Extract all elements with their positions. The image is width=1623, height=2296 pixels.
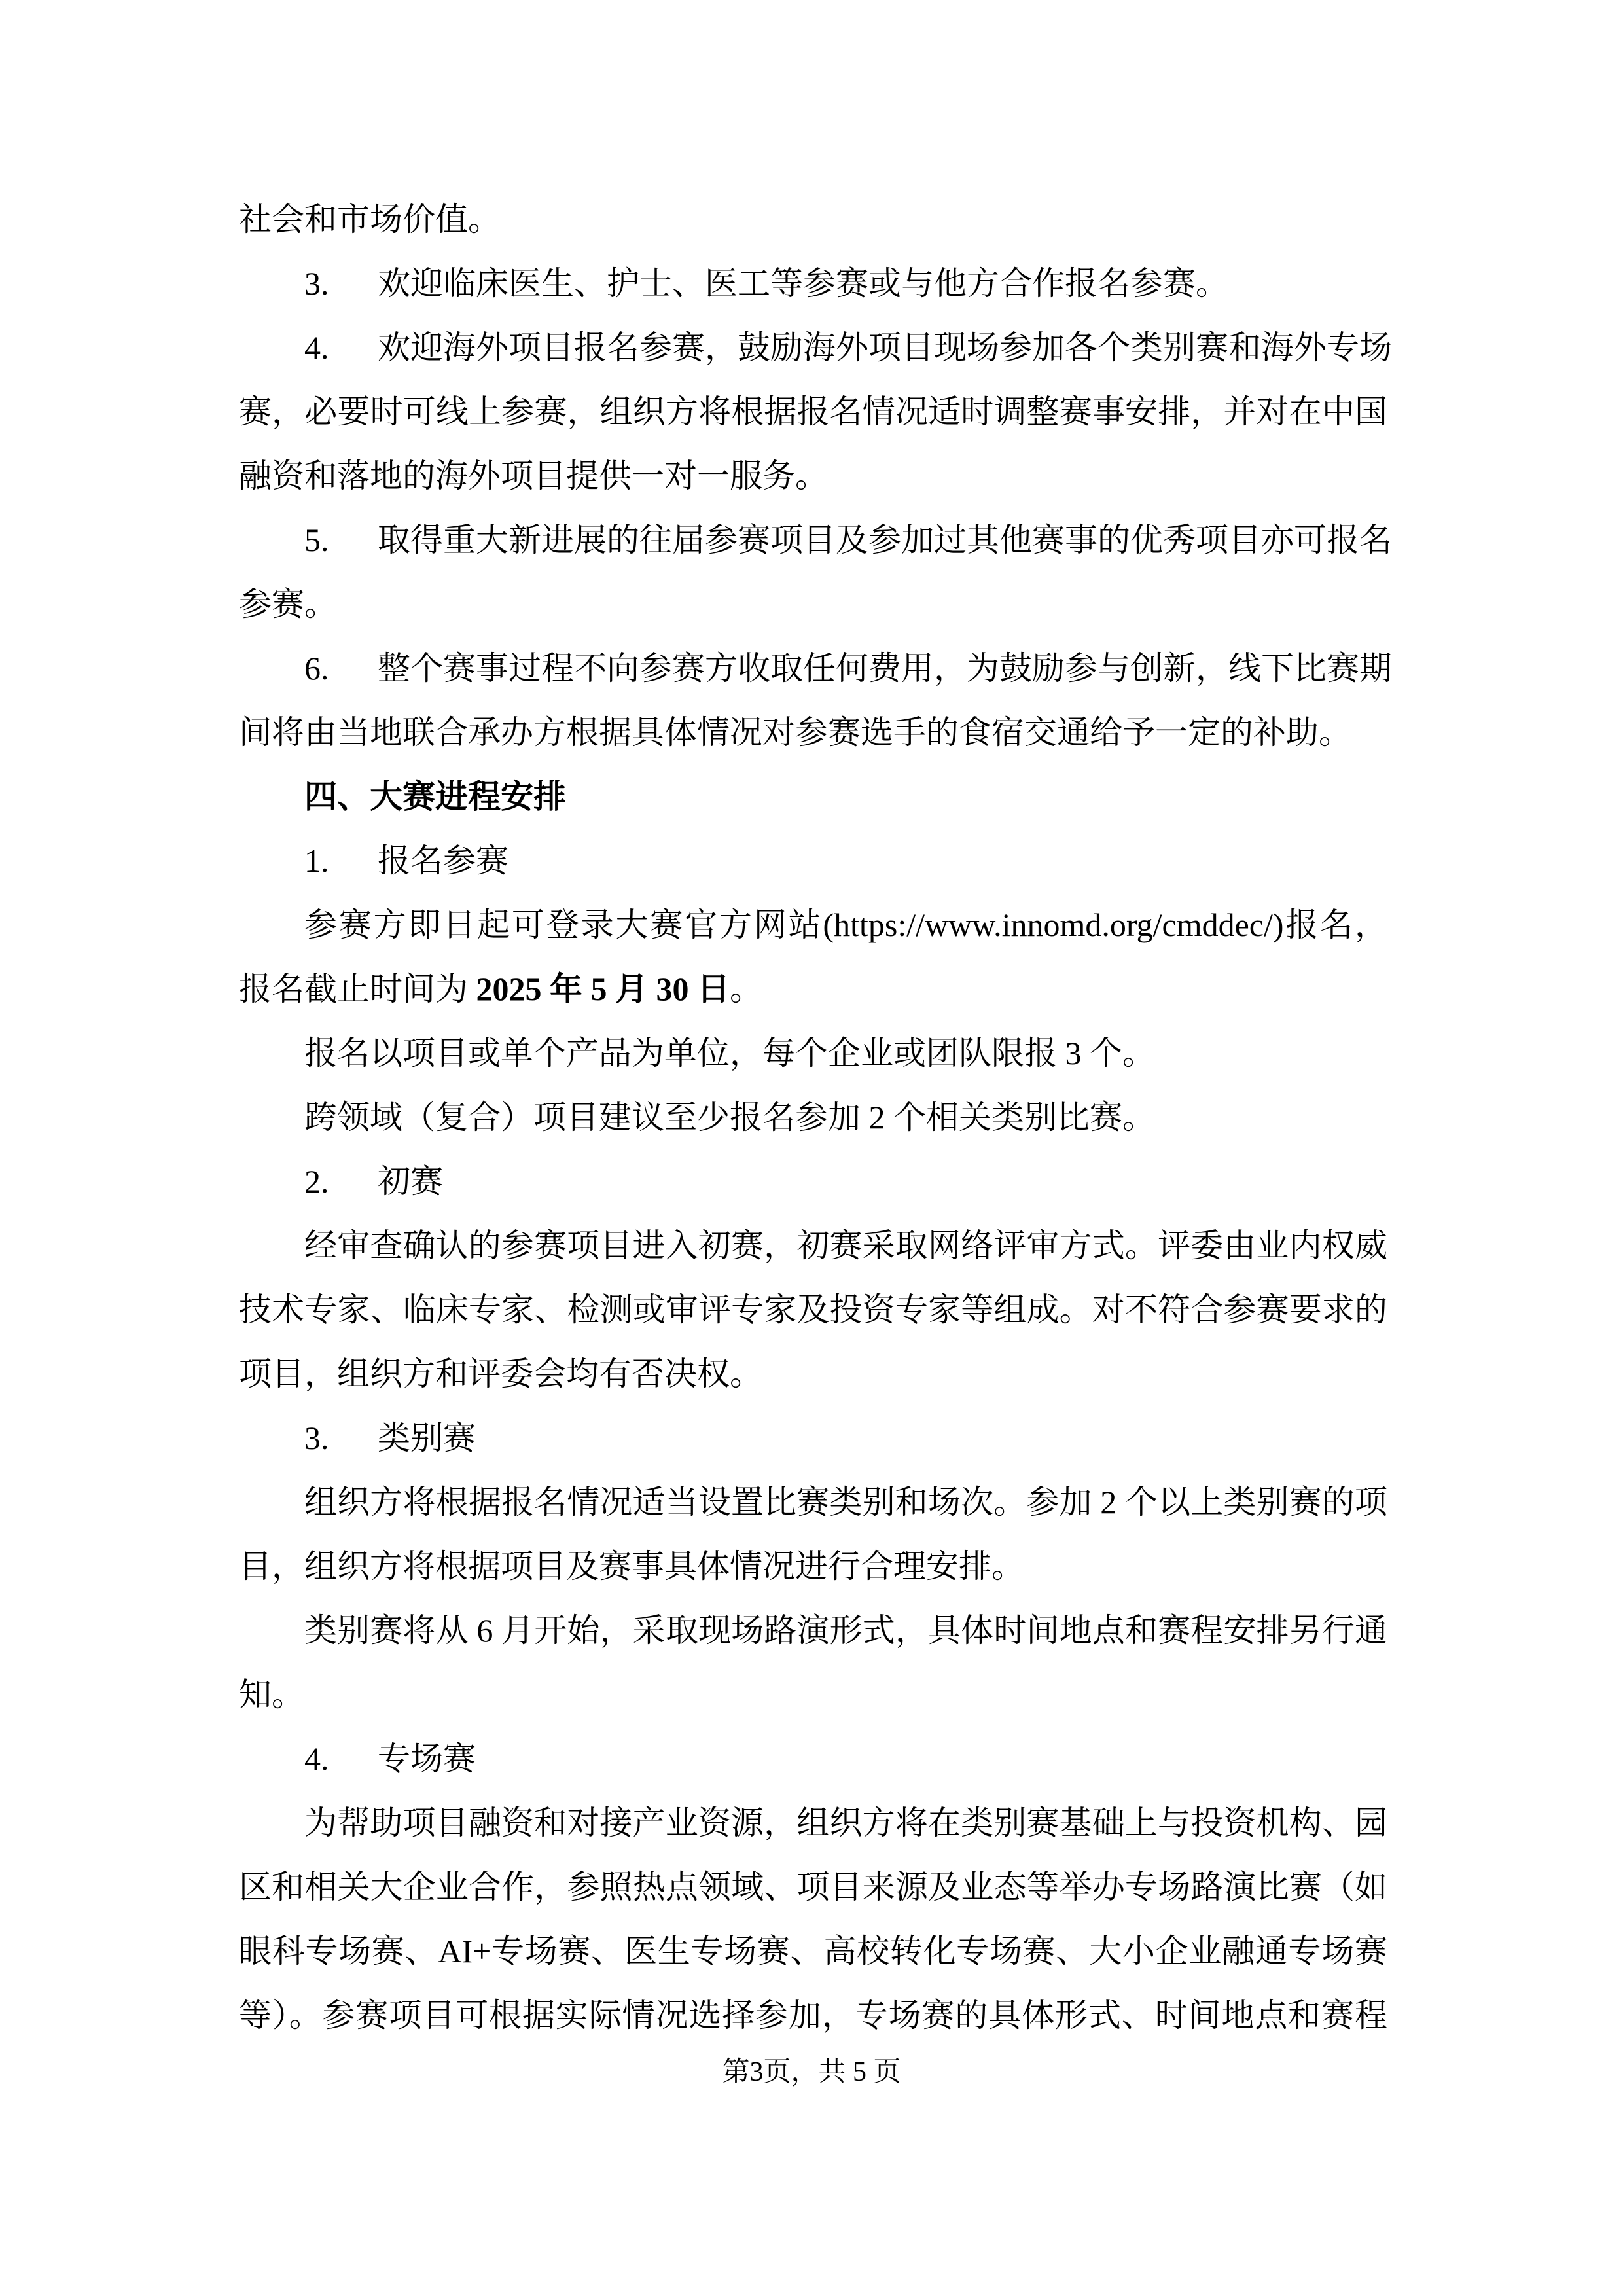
text-line: [239, 187, 1387, 251]
text-run: 技术专家、临床专家、检测或审评专家及投资专家等组成。对不符合参赛要求的: [239, 1291, 1387, 1328]
text-line: [239, 700, 1387, 764]
list-number: 4.: [304, 1740, 329, 1777]
text-line: [239, 1278, 1387, 1342]
text-run: 间将由当地联合承办方根据具体情况对参赛选手的食宿交通给予一定的补助。: [239, 714, 1351, 751]
text-run: 区和相关大企业合作，参照热点领域、项目来源及业态等举办专场路演比赛（如: [239, 1869, 1387, 1905]
list-number: 3.: [304, 265, 329, 302]
list-number: 3.: [304, 1420, 329, 1456]
section-heading: [239, 764, 1387, 829]
text-line: [239, 508, 1392, 572]
text-run: 目，组织方将根据项目及赛事具体情况进行合理安排。: [239, 1548, 1024, 1585]
text-run: 经审查确认的参赛项目进入初赛，初赛采取网络评审方式。评委由业内权威: [304, 1227, 1387, 1264]
text-run: 初赛: [378, 1163, 443, 1200]
list-number: 4.: [304, 329, 329, 366]
bold-text: 2025 年 5 月 30 日: [476, 971, 730, 1007]
text-run: 报名截止时间为: [239, 971, 476, 1007]
text-run: 知。: [239, 1676, 304, 1713]
text-line: [239, 1534, 1387, 1598]
text-run: 组织方将根据报名情况适当设置比赛类别和场次。参加 2 个以上类别赛的项: [304, 1484, 1387, 1520]
text-line: [239, 957, 1387, 1021]
text-run: 参赛方即日起可登录大赛官方网站(https://www.innomd.org/cmddec/)报名，: [304, 906, 1387, 943]
text-line: [239, 572, 1387, 636]
text-line: [239, 1085, 1387, 1149]
list-number: 6.: [304, 650, 329, 687]
text-line: [239, 1149, 1387, 1213]
text-run: 项目，组织方和评委会均有否决权。: [239, 1355, 762, 1392]
text-line: [239, 1021, 1387, 1085]
list-number: 2.: [304, 1163, 329, 1200]
text-run: 等）。参赛项目可根据实际情况选择参加，专场赛的具体形式、时间地点和赛程: [239, 1997, 1387, 2034]
text-line: [239, 636, 1392, 700]
text-line: [239, 1342, 1387, 1406]
text-line: [239, 1406, 1387, 1470]
text-run: 类别赛: [378, 1420, 476, 1456]
text-line: [239, 1470, 1387, 1534]
text-line: [239, 1855, 1387, 1919]
text-run: 跨领域（复合）项目建议至少报名参加 2 个相关类别比赛。: [304, 1099, 1155, 1136]
text-run: 整个赛事过程不向参赛方收取任何费用，为鼓励参与创新，线下比赛期: [378, 650, 1392, 687]
text-run: 取得重大新进展的往届参赛项目及参加过其他赛事的优秀项目亦可报名: [378, 522, 1392, 558]
text-line: [239, 1662, 1387, 1727]
text-run: 四、大赛进程安排: [304, 778, 566, 815]
text-line: [239, 1213, 1387, 1278]
text-line: [239, 251, 1387, 315]
text-run: 。: [730, 971, 762, 1007]
text-run: 类别赛将从 6 月开始，采取现场路演形式，具体时间地点和赛程安排另行通: [304, 1612, 1387, 1649]
text-line: [239, 315, 1392, 380]
document-body: [239, 187, 1392, 2047]
text-run: 社会和市场价值。: [239, 201, 501, 238]
text-line: [239, 380, 1387, 444]
text-run: 报名参赛: [378, 842, 508, 879]
text-line: [239, 829, 1387, 893]
text-line: [239, 1727, 1387, 1791]
text-run: 赛，必要时可线上参赛，组织方将根据报名情况适时调整赛事安排，并对在中国: [239, 393, 1387, 430]
text-run: 融资和落地的海外项目提供一对一服务。: [239, 457, 828, 494]
text-line: [239, 1983, 1387, 2047]
text-run: 为帮助项目融资和对接产业资源，组织方将在类别赛基础上与投资机构、园: [304, 1804, 1387, 1841]
text-run: 专场赛: [378, 1740, 476, 1777]
text-run: 参赛。: [239, 586, 337, 622]
text-line: [239, 893, 1387, 957]
text-run: 欢迎海外项目报名参赛，鼓励海外项目现场参加各个类别赛和海外专场: [378, 329, 1392, 366]
text-line: [239, 1598, 1387, 1662]
page-footer: 第3页，共 5 页: [722, 2057, 901, 2087]
text-run: 欢迎临床医生、护士、医工等参赛或与他方合作报名参赛。: [378, 265, 1228, 302]
text-line: [239, 444, 1387, 508]
list-number: 1.: [304, 842, 329, 879]
text-line: [239, 1791, 1387, 1855]
list-number: 5.: [304, 522, 329, 558]
text-line: [239, 1919, 1387, 1983]
text-run: 报名以项目或单个产品为单位，每个企业或团队限报 3 个。: [304, 1035, 1155, 1071]
text-run: 眼科专场赛、AI+专场赛、医生专场赛、高校转化专场赛、大小企业融通专场赛: [239, 1933, 1387, 1969]
